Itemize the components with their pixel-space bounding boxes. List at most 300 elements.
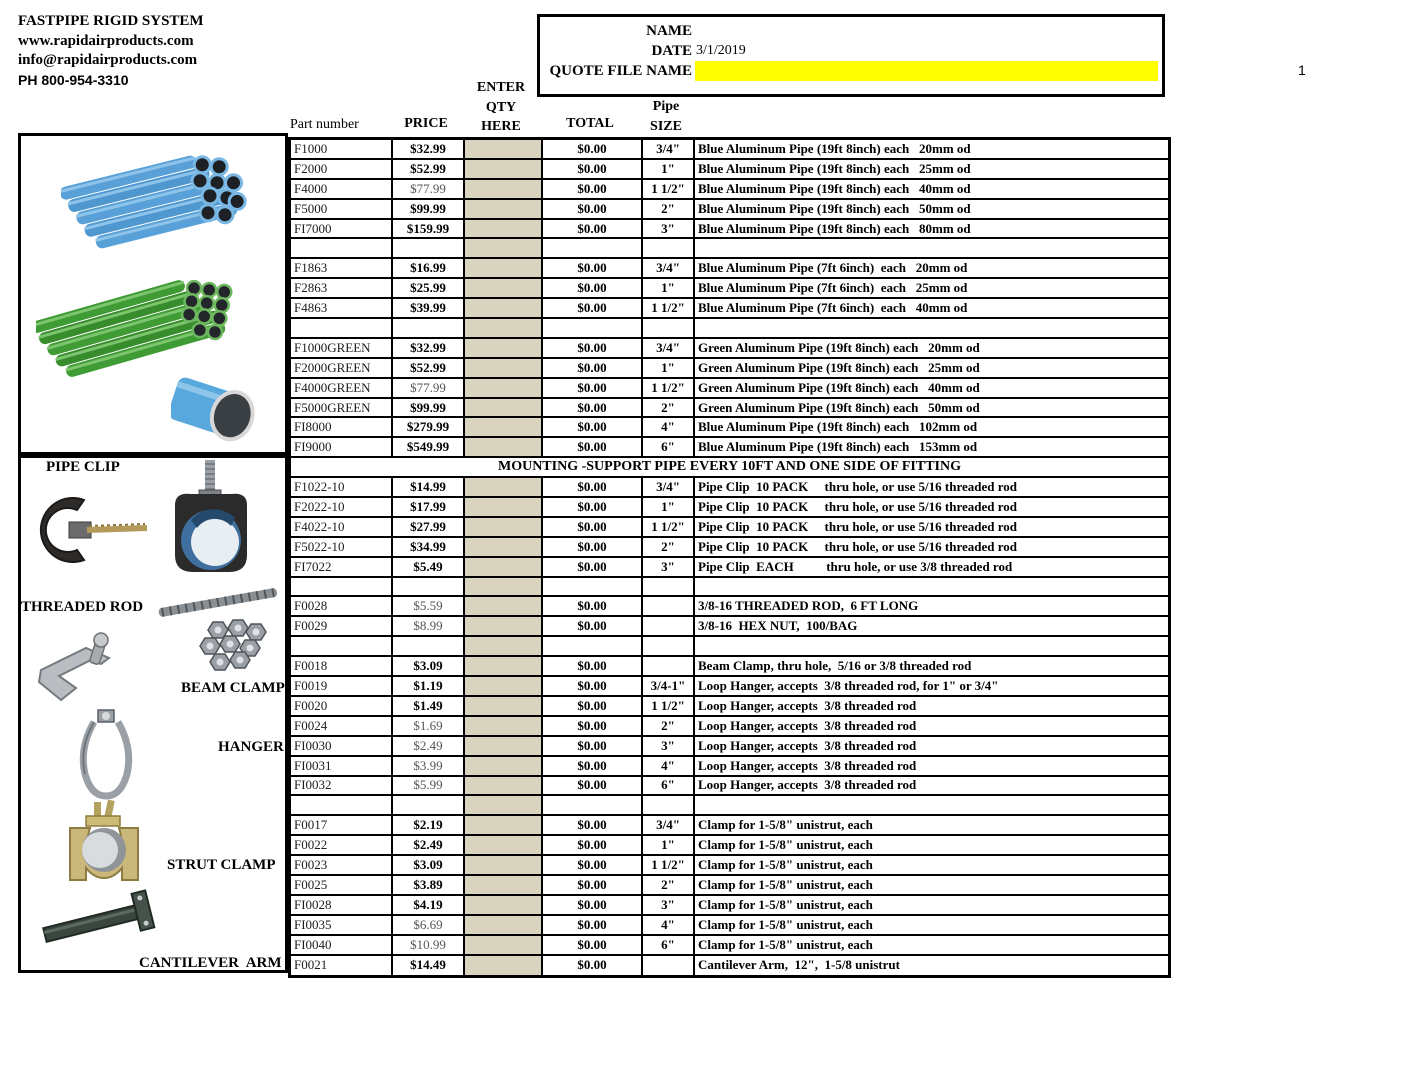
qty-input-cell[interactable] — [465, 578, 543, 596]
total-cell: $0.00 — [543, 558, 643, 576]
table-row — [291, 478, 1168, 498]
price-cell: $99.99 — [393, 399, 465, 417]
total-cell — [543, 578, 643, 596]
part-cell: F4000 — [291, 180, 393, 198]
table-row — [291, 279, 1168, 299]
empty-row — [291, 796, 1168, 816]
part-cell: F2000 — [291, 160, 393, 178]
table-row — [291, 359, 1168, 379]
part-cell: F2000GREEN — [291, 359, 393, 377]
price-cell: $549.99 — [393, 438, 465, 456]
table-row — [291, 220, 1168, 240]
qty-input-cell[interactable] — [465, 180, 543, 198]
size-cell: 3/4" — [643, 140, 695, 158]
section-banner: MOUNTING -SUPPORT PIPE EVERY 10FT AND ONE SIDE OF FITTING — [291, 458, 1168, 476]
size-cell: 1 1/2" — [643, 379, 695, 397]
total-cell: $0.00 — [543, 737, 643, 755]
part-cell: FI0028 — [291, 896, 393, 914]
qty-input-cell[interactable] — [465, 279, 543, 297]
size-cell — [643, 239, 695, 257]
part-cell: F1022-10 — [291, 478, 393, 496]
desc-cell: Clamp for 1-5/8" unistrut, each — [695, 916, 1168, 934]
table-row — [291, 438, 1168, 458]
table-row — [291, 299, 1168, 319]
part-cell: FI7022 — [291, 558, 393, 576]
part-cell — [291, 319, 393, 337]
part-cell — [291, 239, 393, 257]
table-row — [291, 538, 1168, 558]
price-cell — [393, 637, 465, 655]
size-cell: 6" — [643, 438, 695, 456]
price-cell: $77.99 — [393, 379, 465, 397]
desc-cell: Blue Aluminum Pipe (19ft 8inch) each 40mm od — [695, 180, 1168, 198]
empty-row — [291, 578, 1168, 598]
total-cell: $0.00 — [543, 518, 643, 536]
price-cell: $3.89 — [393, 876, 465, 894]
part-cell — [291, 637, 393, 655]
beam-clamp-label: BEAM CLAMP — [181, 680, 285, 696]
qty-input-cell[interactable] — [465, 239, 543, 257]
size-cell: 3" — [643, 896, 695, 914]
qty-input-cell[interactable] — [465, 379, 543, 397]
page-number: 1 — [1298, 62, 1306, 78]
total-cell: $0.00 — [543, 538, 643, 556]
price-cell: $1.69 — [393, 717, 465, 735]
size-cell: 1" — [643, 279, 695, 297]
price-cell: $16.99 — [393, 259, 465, 277]
size-cell: 3/4" — [643, 478, 695, 496]
part-cell: F1000GREEN — [291, 339, 393, 357]
table-row — [291, 180, 1168, 200]
price-cell: $2.49 — [393, 836, 465, 854]
table-row — [291, 518, 1168, 538]
part-cell: F2863 — [291, 279, 393, 297]
price-cell: $3.09 — [393, 856, 465, 874]
part-cell: F0023 — [291, 856, 393, 874]
price-cell: $39.99 — [393, 299, 465, 317]
column-header-part: Part number — [290, 117, 359, 132]
price-cell: $25.99 — [393, 279, 465, 297]
total-cell: $0.00 — [543, 777, 643, 795]
part-cell: F0025 — [291, 876, 393, 894]
date-input[interactable]: 3/1/2019 — [696, 43, 746, 58]
desc-cell: Green Aluminum Pipe (19ft 8inch) each 25mm od — [695, 359, 1168, 377]
price-cell: $32.99 — [393, 339, 465, 357]
price-cell: $2.19 — [393, 816, 465, 834]
desc-cell: Loop Hanger, accepts 3/8 threaded rod — [695, 737, 1168, 755]
quote-file-name-input[interactable] — [695, 61, 1158, 81]
table-row — [291, 379, 1168, 399]
table-row — [291, 777, 1168, 797]
table-row — [291, 200, 1168, 220]
price-cell: $17.99 — [393, 498, 465, 516]
part-cell: F0020 — [291, 697, 393, 715]
table-row — [291, 677, 1168, 697]
part-cell: F0022 — [291, 836, 393, 854]
size-cell: 3/4" — [643, 339, 695, 357]
part-cell: F0018 — [291, 657, 393, 675]
qty-input-cell[interactable] — [465, 478, 543, 496]
column-header-size — [640, 97, 692, 136]
qty-input-cell[interactable] — [465, 737, 543, 755]
desc-cell: Blue Aluminum Pipe (7ft 6inch) each 20mm od — [695, 259, 1168, 277]
company-phone: PH 800-954-3310 — [18, 71, 129, 88]
part-cell: FI7000 — [291, 220, 393, 238]
qty-input-cell[interactable] — [465, 936, 543, 954]
total-cell: $0.00 — [543, 617, 643, 635]
size-cell: 3" — [643, 220, 695, 238]
qty-input-cell[interactable] — [465, 418, 543, 436]
total-cell: $0.00 — [543, 597, 643, 615]
size-cell: 1" — [643, 160, 695, 178]
total-cell — [543, 239, 643, 257]
price-table-rows — [291, 140, 1168, 975]
size-cell: 2" — [643, 200, 695, 218]
threaded-rod-label: THREADED ROD — [21, 599, 144, 615]
part-cell: F5022-10 — [291, 538, 393, 556]
desc-cell: Blue Aluminum Pipe (7ft 6inch) each 40mm od — [695, 299, 1168, 317]
blue-pipe-bundle-image — [61, 146, 261, 266]
size-cell: 6" — [643, 936, 695, 954]
qty-input-cell[interactable] — [465, 816, 543, 834]
desc-cell — [695, 239, 1168, 257]
qty-input-cell[interactable] — [465, 359, 543, 377]
table-row — [291, 816, 1168, 836]
name-input[interactable] — [692, 21, 1162, 41]
table-row — [291, 498, 1168, 518]
column-header-qty — [462, 78, 540, 137]
desc-cell: Clamp for 1-5/8" unistrut, each — [695, 816, 1168, 834]
price-cell: $8.99 — [393, 617, 465, 635]
table-row — [291, 956, 1168, 976]
qty-input-cell[interactable] — [465, 876, 543, 894]
desc-cell: Green Aluminum Pipe (19ft 8inch) each 20mm od — [695, 339, 1168, 357]
beam-clamp-image — [31, 630, 136, 710]
desc-cell: Blue Aluminum Pipe (19ft 8inch) each 80mm od — [695, 220, 1168, 238]
company-name: FASTPIPE RIGID SYSTEM — [18, 13, 204, 29]
size-cell: 2" — [643, 717, 695, 735]
cantilever-arm-image — [39, 888, 164, 953]
desc-cell — [695, 637, 1168, 655]
quote-header-box — [537, 14, 1165, 97]
size-cell — [643, 956, 695, 976]
total-cell: $0.00 — [543, 717, 643, 735]
price-table — [288, 137, 1171, 978]
qty-input-cell[interactable] — [465, 538, 543, 556]
size-cell: 2" — [643, 399, 695, 417]
qty-input-cell[interactable] — [465, 916, 543, 934]
name-label: NAME — [646, 22, 692, 39]
size-header-line2: SIZE — [650, 118, 682, 134]
size-cell: 3/4" — [643, 259, 695, 277]
size-cell: 3" — [643, 558, 695, 576]
table-row — [291, 558, 1168, 578]
size-cell — [643, 578, 695, 596]
total-cell — [543, 637, 643, 655]
qty-input-cell[interactable] — [465, 399, 543, 417]
part-cell: FI0040 — [291, 936, 393, 954]
total-cell: $0.00 — [543, 816, 643, 834]
size-cell — [643, 319, 695, 337]
part-cell: F1000 — [291, 140, 393, 158]
pipe-clip-rod-image — [161, 460, 261, 595]
table-row — [291, 916, 1168, 936]
total-cell: $0.00 — [543, 697, 643, 715]
column-header-total: TOTAL — [566, 116, 614, 131]
total-cell: $0.00 — [543, 160, 643, 178]
desc-cell: Loop Hanger, accepts 3/8 threaded rod — [695, 777, 1168, 795]
company-email: info@rapidairproducts.com — [18, 52, 198, 68]
price-cell — [393, 796, 465, 814]
column-header-price: PRICE — [404, 116, 448, 131]
total-cell: $0.00 — [543, 259, 643, 277]
desc-cell: Blue Aluminum Pipe (7ft 6inch) each 25mm od — [695, 279, 1168, 297]
desc-cell: Clamp for 1-5/8" unistrut, each — [695, 836, 1168, 854]
price-cell: $32.99 — [393, 140, 465, 158]
price-cell — [393, 319, 465, 337]
total-cell: $0.00 — [543, 220, 643, 238]
table-row — [291, 697, 1168, 717]
price-cell: $10.99 — [393, 936, 465, 954]
total-cell: $0.00 — [543, 956, 643, 976]
price-cell: $34.99 — [393, 538, 465, 556]
desc-cell: Clamp for 1-5/8" unistrut, each — [695, 936, 1168, 954]
price-cell: $5.59 — [393, 597, 465, 615]
qty-input-cell[interactable] — [465, 299, 543, 317]
price-cell: $279.99 — [393, 418, 465, 436]
part-cell: F0029 — [291, 617, 393, 635]
desc-cell — [695, 796, 1168, 814]
qty-input-cell[interactable] — [465, 339, 543, 357]
desc-cell: Blue Aluminum Pipe (19ft 8inch) each 153mm od — [695, 438, 1168, 456]
cantilever-arm-label: CANTILEVER ARM — [139, 955, 282, 971]
part-cell: F2022-10 — [291, 498, 393, 516]
table-row — [291, 936, 1168, 956]
desc-cell — [695, 319, 1168, 337]
total-cell: $0.00 — [543, 478, 643, 496]
date-label: DATE — [651, 42, 692, 59]
qty-input-cell[interactable] — [465, 160, 543, 178]
total-cell: $0.00 — [543, 399, 643, 417]
part-cell: FI0032 — [291, 777, 393, 795]
total-cell: $0.00 — [543, 438, 643, 456]
part-cell: F0021 — [291, 956, 393, 976]
total-cell: $0.00 — [543, 200, 643, 218]
part-cell: FI9000 — [291, 438, 393, 456]
price-cell: $14.99 — [393, 478, 465, 496]
size-cell — [643, 617, 695, 635]
pipe-clip-screw-image — [29, 488, 154, 573]
table-row — [291, 597, 1168, 617]
price-cell: $159.99 — [393, 220, 465, 238]
qty-input-cell[interactable] — [465, 558, 543, 576]
price-cell: $5.99 — [393, 777, 465, 795]
qty-header-line3: HERE — [481, 119, 521, 134]
table-row — [291, 657, 1168, 677]
blue-pipe-stub-image — [171, 371, 266, 451]
desc-cell: Blue Aluminum Pipe (19ft 8inch) each 20mm od — [695, 140, 1168, 158]
qty-input-cell[interactable] — [465, 757, 543, 775]
qty-input-cell[interactable] — [465, 617, 543, 635]
part-cell: FI0030 — [291, 737, 393, 755]
qty-input-cell[interactable] — [465, 956, 543, 976]
table-row — [291, 418, 1168, 438]
qty-input-cell[interactable] — [465, 836, 543, 854]
desc-cell: Pipe Clip 10 PACK thru hole, or use 5/16 threaded rod — [695, 538, 1168, 556]
part-cell — [291, 578, 393, 596]
desc-cell: Green Aluminum Pipe (19ft 8inch) each 40mm od — [695, 379, 1168, 397]
size-cell: 3/4" — [643, 816, 695, 834]
qty-input-cell[interactable] — [465, 438, 543, 456]
part-cell: F1863 — [291, 259, 393, 277]
qty-input-cell[interactable] — [465, 697, 543, 715]
table-row — [291, 339, 1168, 359]
size-cell: 1" — [643, 836, 695, 854]
part-cell: F0024 — [291, 717, 393, 735]
qty-input-cell[interactable] — [465, 657, 543, 675]
total-cell: $0.00 — [543, 856, 643, 874]
total-cell: $0.00 — [543, 339, 643, 357]
desc-cell: Blue Aluminum Pipe (19ft 8inch) each 102mm od — [695, 418, 1168, 436]
desc-cell: 3/8-16 THREADED ROD, 6 FT LONG — [695, 597, 1168, 615]
size-cell: 4" — [643, 757, 695, 775]
desc-cell: Pipe Clip 10 PACK thru hole, or use 5/16 threaded rod — [695, 478, 1168, 496]
hex-nuts-image — [193, 616, 273, 676]
total-cell: $0.00 — [543, 936, 643, 954]
part-cell — [291, 796, 393, 814]
part-cell: F4022-10 — [291, 518, 393, 536]
company-info — [18, 12, 204, 90]
qty-input-cell[interactable] — [465, 597, 543, 615]
desc-cell: Blue Aluminum Pipe (19ft 8inch) each 50mm od — [695, 200, 1168, 218]
qty-input-cell[interactable] — [465, 518, 543, 536]
qty-input-cell[interactable] — [465, 140, 543, 158]
price-cell: $4.19 — [393, 896, 465, 914]
hardware-images-panel — [18, 455, 288, 973]
table-row — [291, 737, 1168, 757]
desc-cell: Blue Aluminum Pipe (19ft 8inch) each 25mm od — [695, 160, 1168, 178]
strut-clamp-label: STRUT CLAMP — [167, 857, 276, 873]
qty-input-cell[interactable] — [465, 200, 543, 218]
qty-input-cell[interactable] — [465, 220, 543, 238]
section-banner-row — [291, 458, 1168, 478]
size-cell: 1 1/2" — [643, 856, 695, 874]
qty-input-cell[interactable] — [465, 677, 543, 695]
price-cell: $1.49 — [393, 697, 465, 715]
part-cell: F0017 — [291, 816, 393, 834]
qty-header-line2: QTY — [485, 99, 517, 115]
size-cell: 4" — [643, 418, 695, 436]
part-cell: F5000GREEN — [291, 399, 393, 417]
table-row — [291, 876, 1168, 896]
total-cell: $0.00 — [543, 876, 643, 894]
desc-cell: Clamp for 1-5/8" unistrut, each — [695, 876, 1168, 894]
desc-cell: Clamp for 1-5/8" unistrut, each — [695, 856, 1168, 874]
qty-input-cell[interactable] — [465, 498, 543, 516]
strut-clamp-image — [56, 798, 151, 893]
empty-row — [291, 239, 1168, 259]
size-cell — [643, 597, 695, 615]
total-cell: $0.00 — [543, 359, 643, 377]
hanger-label: HANGER — [218, 739, 284, 755]
desc-cell: Pipe Clip EACH thru hole, or use 3/8 threaded rod — [695, 558, 1168, 576]
desc-cell: Pipe Clip 10 PACK thru hole, or use 5/16 threaded rod — [695, 518, 1168, 536]
size-cell — [643, 796, 695, 814]
pipe-clip-label: PIPE CLIP — [46, 459, 120, 475]
total-cell: $0.00 — [543, 140, 643, 158]
total-cell: $0.00 — [543, 498, 643, 516]
total-cell: $0.00 — [543, 657, 643, 675]
total-cell: $0.00 — [543, 757, 643, 775]
size-cell: 6" — [643, 777, 695, 795]
size-cell: 1 1/2" — [643, 518, 695, 536]
quote-file-name-label: QUOTE FILE NAME — [549, 62, 692, 79]
qty-input-cell[interactable] — [465, 319, 543, 337]
desc-cell: Pipe Clip 10 PACK thru hole, or use 5/16 threaded rod — [695, 498, 1168, 516]
total-cell: $0.00 — [543, 279, 643, 297]
company-website: www.rapidairproducts.com — [18, 32, 194, 49]
part-cell: F4000GREEN — [291, 379, 393, 397]
table-row — [291, 259, 1168, 279]
price-cell: $99.99 — [393, 200, 465, 218]
desc-cell: Cantilever Arm, 12", 1-5/8 unistrut — [695, 956, 1168, 976]
price-cell: $5.49 — [393, 558, 465, 576]
table-row — [291, 399, 1168, 419]
desc-cell: Loop Hanger, accepts 3/8 threaded rod — [695, 757, 1168, 775]
qty-input-cell[interactable] — [465, 856, 543, 874]
qty-input-cell[interactable] — [465, 637, 543, 655]
desc-cell: Loop Hanger, accepts 3/8 threaded rod — [695, 697, 1168, 715]
size-cell: 1 1/2" — [643, 697, 695, 715]
desc-cell: Beam Clamp, thru hole, 5/16 or 3/8 threaded rod — [695, 657, 1168, 675]
total-cell: $0.00 — [543, 299, 643, 317]
total-cell: $0.00 — [543, 379, 643, 397]
size-cell: 1 1/2" — [643, 180, 695, 198]
table-row — [291, 836, 1168, 856]
qty-input-cell[interactable] — [465, 717, 543, 735]
desc-cell: 3/8-16 HEX NUT, 100/BAG — [695, 617, 1168, 635]
price-cell: $52.99 — [393, 359, 465, 377]
price-cell: $6.69 — [393, 916, 465, 934]
desc-cell — [695, 578, 1168, 596]
table-row — [291, 757, 1168, 777]
part-cell: F0019 — [291, 677, 393, 695]
price-cell: $2.49 — [393, 737, 465, 755]
price-cell: $52.99 — [393, 160, 465, 178]
qty-input-cell[interactable] — [465, 896, 543, 914]
table-row — [291, 140, 1168, 160]
total-cell: $0.00 — [543, 916, 643, 934]
part-cell: F5000 — [291, 200, 393, 218]
part-cell: FI0031 — [291, 757, 393, 775]
size-cell: 1" — [643, 359, 695, 377]
loop-hanger-image — [71, 708, 141, 803]
qty-input-cell[interactable] — [465, 796, 543, 814]
part-cell: F0028 — [291, 597, 393, 615]
total-cell: $0.00 — [543, 677, 643, 695]
size-cell: 1" — [643, 498, 695, 516]
price-cell: $14.49 — [393, 956, 465, 976]
qty-input-cell[interactable] — [465, 777, 543, 795]
price-cell: $3.99 — [393, 757, 465, 775]
part-cell: FI8000 — [291, 418, 393, 436]
pipe-images-panel — [18, 133, 288, 455]
qty-input-cell[interactable] — [465, 259, 543, 277]
size-cell: 1 1/2" — [643, 299, 695, 317]
size-cell: 2" — [643, 538, 695, 556]
desc-cell: Green Aluminum Pipe (19ft 8inch) each 50mm od — [695, 399, 1168, 417]
size-cell — [643, 637, 695, 655]
